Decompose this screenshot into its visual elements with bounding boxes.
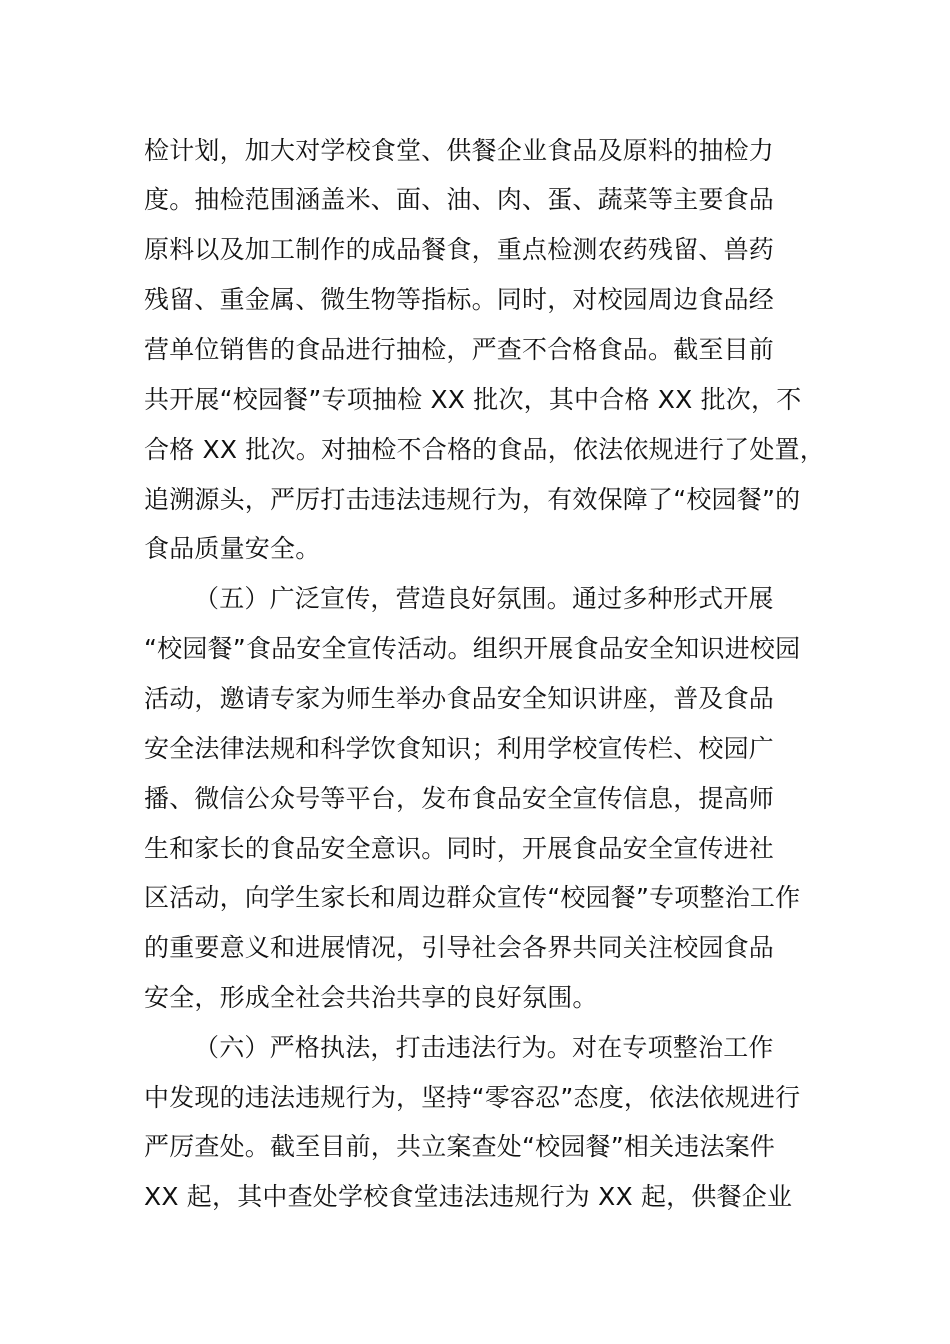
text-line: 营单位销售的食品进行抽检，严查不合格食品。截至目前 (144, 335, 775, 364)
text-line: 的重要意义和进展情况，引导社会各界共同关注校园食品 (144, 933, 775, 962)
text-line: 食品质量安全。 (144, 534, 321, 563)
text-line: 追溯源头，严厉打击违法违规行为，有效保障了“校园餐”的 (144, 485, 801, 514)
text-line: 活动，邀请专家为师生举办食品安全知识讲座，普及食品 (144, 684, 775, 713)
text-line: 检计划，加大对学校食堂、供餐企业食品及原料的抽检力 (144, 136, 775, 165)
text-line: 中发现的违法违规行为，坚持“零容忍”态度，依法依规进行 (144, 1083, 801, 1112)
text-line: 区活动，向学生家长和周边群众宣传“校园餐”专项整治工作 (144, 883, 801, 912)
text-line: 安全，形成全社会共治共享的良好氛围。 (144, 983, 598, 1012)
text-line: 残留、重金属、微生物等指标。同时，对校园周边食品经 (144, 285, 775, 314)
text-line: 合格 XX 批次。对抽检不合格的食品，依法依规进行了处置， (144, 435, 825, 464)
text-line: 播、微信公众号等平台，发布食品安全宣传信息，提高师 (144, 784, 775, 813)
text-line: 度。抽检范围涵盖米、面、油、肉、蛋、蔬菜等主要食品 (144, 185, 775, 214)
section-heading-line: （六）严格执法，打击违法行为。对在专项整治工作 (194, 1033, 774, 1062)
text-line: 安全法律法规和科学饮食知识；利用学校宣传栏、校园广 (144, 734, 775, 763)
text-line: 生和家长的食品安全意识。同时，开展食品安全宣传进社 (144, 834, 775, 863)
section-heading-line: （五）广泛宣传，营造良好氛围。通过多种形式开展 (194, 584, 774, 613)
text-line: 原料以及加工制作的成品餐食，重点检测农药残留、兽药 (144, 235, 775, 264)
text-line: XX 起，其中查处学校食堂违法违规行为 XX 起，供餐企业 (144, 1182, 793, 1211)
text-line: 共开展“校园餐”专项抽检 XX 批次，其中合格 XX 批次，不 (144, 385, 802, 414)
text-line: “校园餐”食品安全宣传活动。组织开展食品安全知识进校园 (144, 634, 801, 663)
text-line: 严厉查处。截至目前，共立案查处“校园餐”相关违法案件 (144, 1132, 776, 1161)
